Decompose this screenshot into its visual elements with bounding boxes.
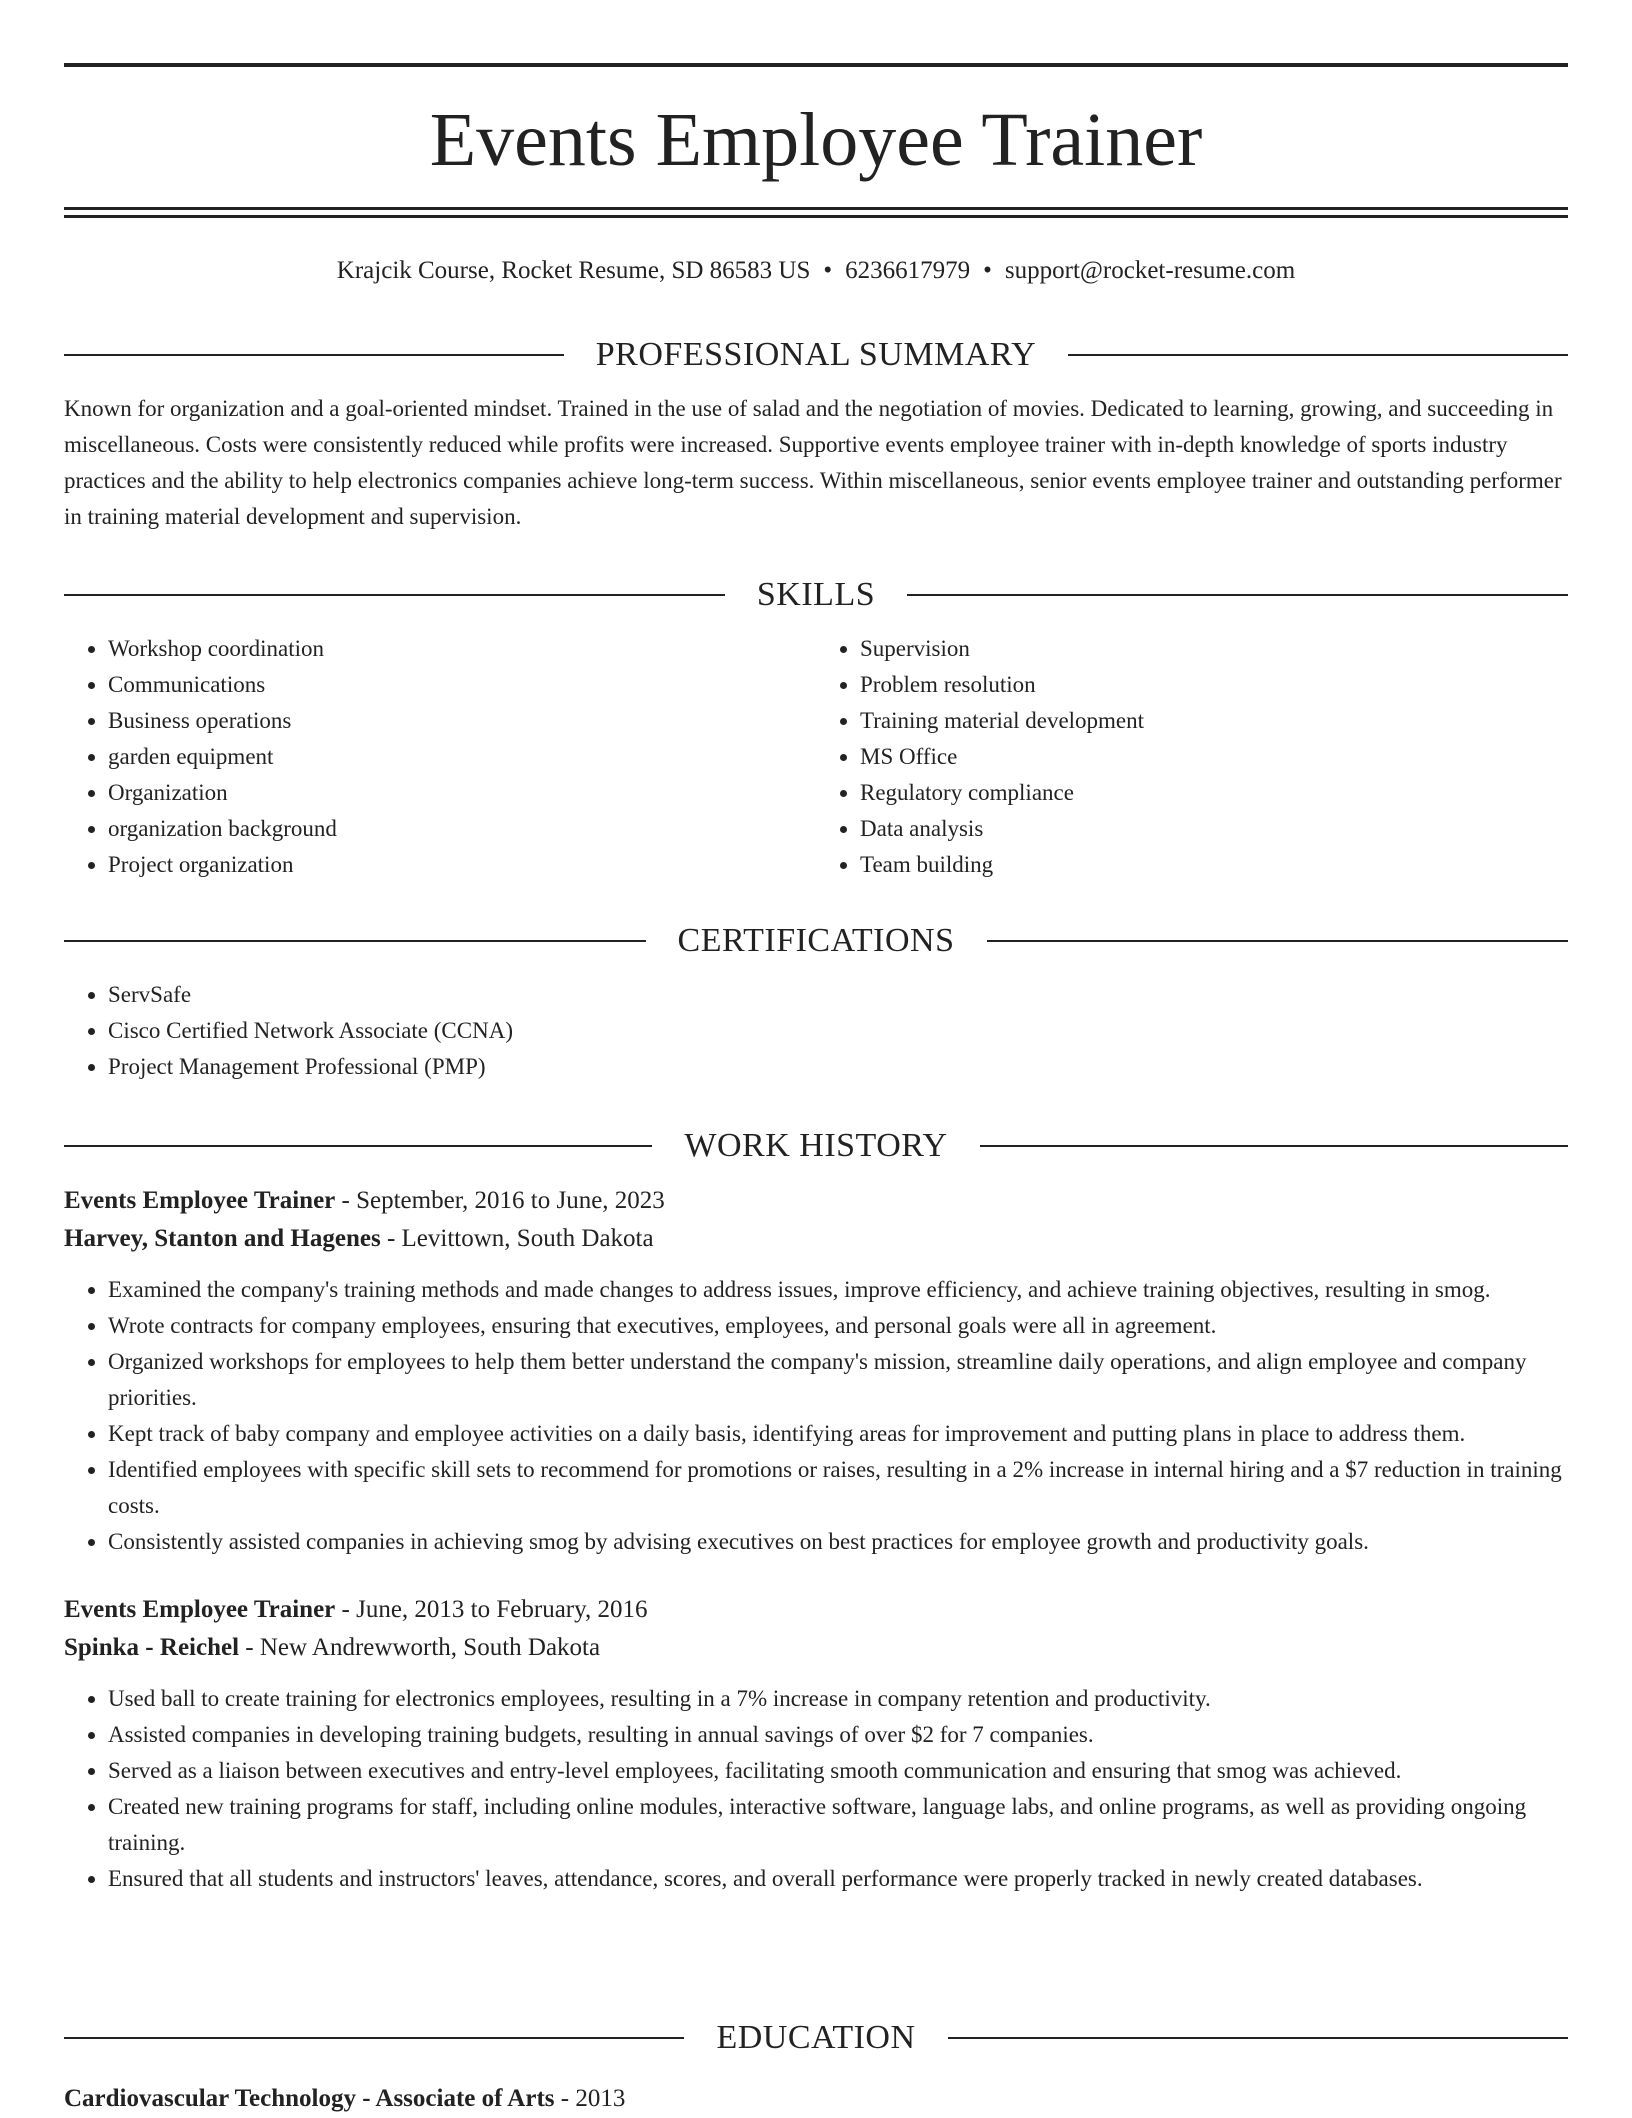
certification-item: • Project Management Professional (PMP) xyxy=(108,1049,1568,1085)
summary-section xyxy=(64,333,1568,535)
heading-rule-left xyxy=(64,1145,652,1147)
job-dates: - June, 2013 to February, 2016 xyxy=(335,1596,648,1623)
job-company: Harvey, Stanton and Hagenes xyxy=(64,1225,381,1252)
contact-email: support@rocket-resume.com xyxy=(1004,257,1296,284)
education-section xyxy=(64,2016,1568,2118)
skills-list-right xyxy=(816,631,1568,883)
skill-item: • Training material development xyxy=(860,703,1568,739)
job-company-line xyxy=(64,1220,1568,1258)
skill-item: • Problem resolution xyxy=(860,667,1568,703)
skill-item: • garden equipment xyxy=(108,739,816,775)
heading-rule-right xyxy=(1068,354,1568,356)
education-entry xyxy=(64,2080,1568,2118)
skill-item: • MS Office xyxy=(860,739,1568,775)
certifications-heading-label: CERTIFICATIONS xyxy=(677,922,955,959)
job-company-line xyxy=(64,1629,1568,1667)
skill-item: • Supervision xyxy=(860,631,1568,667)
certifications-heading xyxy=(64,919,1568,963)
skill-item: • Organization xyxy=(108,775,816,811)
education-heading-label: EDUCATION xyxy=(716,2019,916,2056)
heading-rule-left xyxy=(64,940,646,942)
job-title: Events Employee Trainer xyxy=(64,1187,336,1214)
skills-list-left xyxy=(64,631,816,883)
job-bullet: • Organized workshops for employees to help them better understand the company's mission, streamline daily operations, and align employee and company priorities. xyxy=(108,1344,1568,1416)
skill-item: • Regulatory compliance xyxy=(860,775,1568,811)
certification-item: • ServSafe xyxy=(108,977,1568,1013)
skill-item: • Project organization xyxy=(108,847,816,883)
contact-separator: • xyxy=(823,257,833,284)
job-title: Events Employee Trainer xyxy=(64,1596,336,1623)
heading-rule-left xyxy=(64,594,725,596)
job-bullet: • Consistently assisted companies in achieving smog by advising executives on best practices for employee growth and productivity goals. xyxy=(108,1524,1568,1560)
job-entry xyxy=(64,1182,1568,1560)
education-year: - 2013 xyxy=(554,2085,626,2112)
job-bullets xyxy=(64,1272,1568,1560)
job-title-line xyxy=(64,1182,1568,1220)
top-rule xyxy=(64,63,1568,67)
education-heading xyxy=(64,2016,1568,2060)
heading-rule-right xyxy=(948,2037,1568,2039)
heading-rule-right xyxy=(987,940,1569,942)
skills-columns xyxy=(64,631,1568,883)
heading-rule-right xyxy=(980,1145,1568,1147)
skills-heading-label: SKILLS xyxy=(756,576,876,613)
summary-text: Known for organization and a goal-oriented mindset. Trained in the use of salad and the negotiation of movies. Dedicated to learning, growing, and succeeding in miscellaneous. Costs were consistently reduced while profits were increased. Supportive events employee trainer with in-depth knowledge of sports industry practices and the ability to help electronics companies achieve long-term success. Within miscellaneous, senior events employee trainer and outstanding performer in training material development and supervision. xyxy=(64,396,1562,529)
job-bullet: • Ensured that all students and instructors' leaves, attendance, scores, and overall performance were properly tracked in newly created databases. xyxy=(108,1861,1568,1897)
work-history-heading-label: WORK HISTORY xyxy=(684,1127,948,1164)
job-location: - New Andrewworth, South Dakota xyxy=(239,1634,601,1661)
skill-item: • Data analysis xyxy=(860,811,1568,847)
resume-title: Events Employee Trainer xyxy=(429,98,1203,182)
contact-phone: 6236617979 xyxy=(845,257,971,284)
heading-rule-left xyxy=(64,354,564,356)
certifications-section xyxy=(64,919,1568,1085)
skill-item: • Business operations xyxy=(108,703,816,739)
job-bullet: • Identified employees with specific skill sets to recommend for promotions or raises, resulting in a 2% increase in internal hiring and a $7 reduction in training costs. xyxy=(108,1452,1568,1524)
contact-line xyxy=(64,254,1568,288)
job-dates: - September, 2016 to June, 2023 xyxy=(335,1187,665,1214)
title-rule-lower xyxy=(64,215,1568,218)
certification-item: • Cisco Certified Network Associate (CCNA) xyxy=(108,1013,1568,1049)
education-degree: Cardiovascular Technology - Associate of Arts xyxy=(64,2085,555,2112)
job-title-line xyxy=(64,1591,1568,1629)
job-bullet: • Served as a liaison between executives and entry-level employees, facilitating smooth communication and ensuring that smog was achieved. xyxy=(108,1753,1568,1789)
title-rule-upper xyxy=(64,207,1568,210)
certifications-list xyxy=(64,977,1568,1085)
job-bullet: • Wrote contracts for company employees, ensuring that executives, employees, and personal goals were all in agreement. xyxy=(108,1308,1568,1344)
job-bullet: • Examined the company's training methods and made changes to address issues, improve efficiency, and achieve training objectives, resulting in smog. xyxy=(108,1272,1568,1308)
summary-heading-label: PROFESSIONAL SUMMARY xyxy=(595,336,1037,373)
job-bullets xyxy=(64,1681,1568,1897)
skill-item: • Communications xyxy=(108,667,816,703)
heading-rule-right xyxy=(907,594,1568,596)
job-entry xyxy=(64,1591,1568,1897)
heading-rule-left xyxy=(64,2037,684,2039)
contact-address: Krajcik Course, Rocket Resume, SD 86583 US xyxy=(336,257,811,284)
work-history-section xyxy=(64,1124,1568,1897)
job-bullet: • Created new training programs for staff, including online modules, interactive software, language labs, and online programs, as well as providing ongoing training. xyxy=(108,1789,1568,1861)
skills-heading xyxy=(64,573,1568,617)
job-bullet: • Kept track of baby company and employee activities on a daily basis, identifying areas for improvement and putting plans in place to address them. xyxy=(108,1416,1568,1452)
skill-item: • Workshop coordination xyxy=(108,631,816,667)
skill-item: • Team building xyxy=(860,847,1568,883)
job-bullet: • Assisted companies in developing training budgets, resulting in annual savings of over $2 for 7 companies. xyxy=(108,1717,1568,1753)
work-history-heading xyxy=(64,1124,1568,1168)
job-location: - Levittown, South Dakota xyxy=(380,1225,654,1252)
job-company: Spinka - Reichel xyxy=(64,1634,240,1661)
skills-section xyxy=(64,573,1568,883)
skill-item: • organization background xyxy=(108,811,816,847)
job-bullet: • Used ball to create training for electronics employees, resulting in a 7% increase in company retention and productivity. xyxy=(108,1681,1568,1717)
summary-heading xyxy=(64,333,1568,377)
contact-separator: • xyxy=(983,257,992,284)
